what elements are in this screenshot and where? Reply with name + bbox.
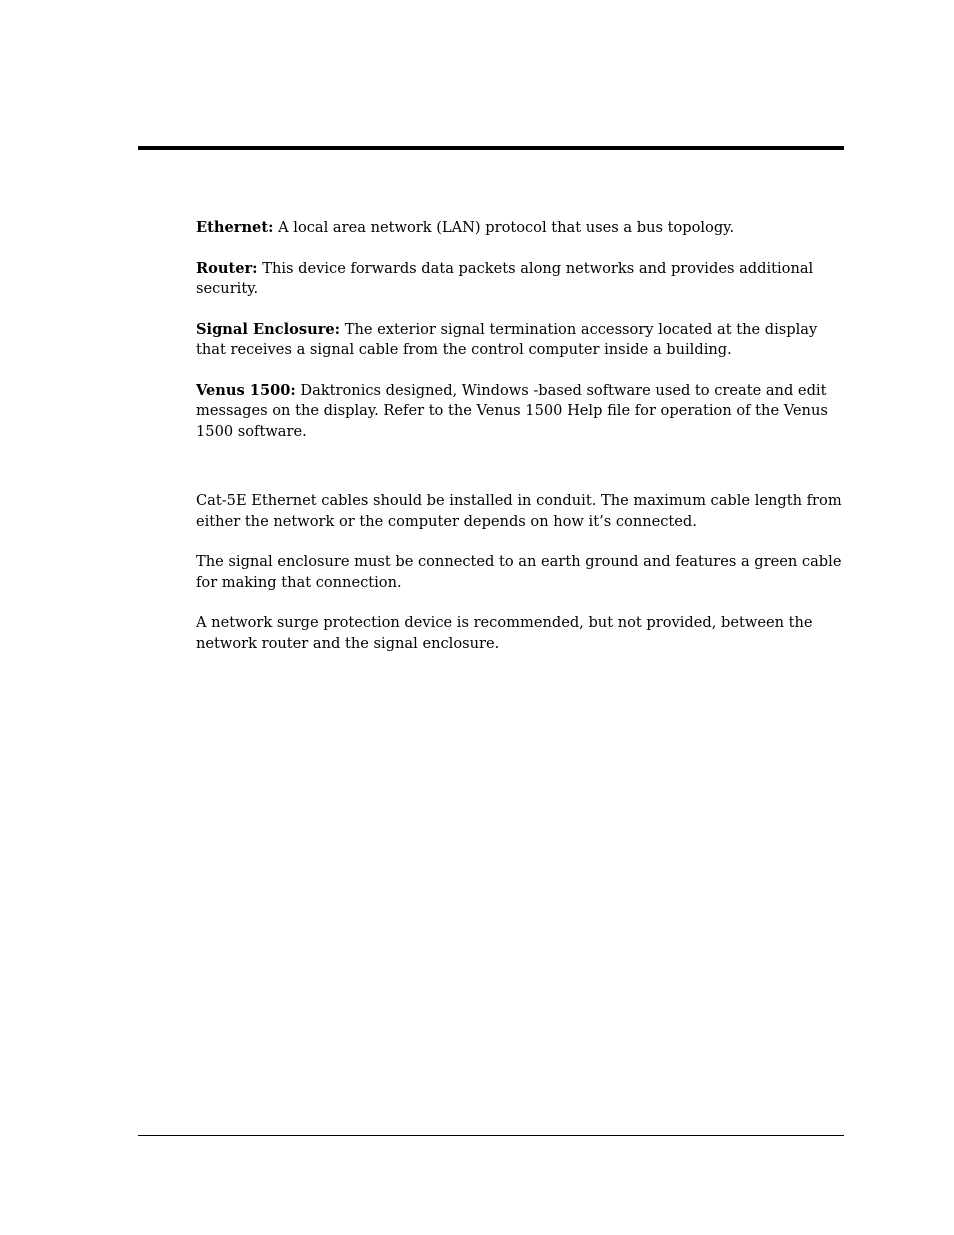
- definition-ethernet: [196, 218, 846, 239]
- note-earth-ground: The signal enclosure must be connected to an earth ground and features a green cable for making that connection.: [196, 553, 842, 591]
- definition-term: Router:: [196, 259, 258, 277]
- footer-rule: [138, 1135, 844, 1136]
- note-surge-protection: A network surge protection device is recommended, but not provided, between the network router and the signal enclosure.: [196, 614, 813, 652]
- definition-text: A local area network (LAN) protocol that uses a bus topology.: [273, 219, 735, 236]
- page-content: [196, 218, 846, 674]
- definition-text: This device forwards data packets along networks and provides additional security.: [196, 259, 814, 297]
- definition-router: [196, 259, 846, 300]
- definition-signal-enclosure: [196, 320, 846, 361]
- note-cable-conduit: Cat-5E Ethernet cables should be installed in conduit. The maximum cable length from either the network or the computer depends on how it’s connected.: [196, 492, 842, 530]
- definition-text: Daktronics designed, Windows -based software used to create and edit messages on the display. Refer to the Venus 1500 Help file for operation of the Venus 1500 software.: [196, 381, 828, 440]
- header-rule: [138, 146, 844, 150]
- definition-term: Signal Enclosure:: [196, 320, 341, 338]
- definition-text: The exterior signal termination accessory located at the display that receives a signal cable from the control computer inside a building.: [196, 320, 818, 358]
- definition-term: Venus 1500:: [196, 381, 296, 399]
- section-spacer: [196, 462, 846, 491]
- definition-term: Ethernet:: [196, 219, 274, 236]
- definition-venus-1500: [196, 381, 846, 443]
